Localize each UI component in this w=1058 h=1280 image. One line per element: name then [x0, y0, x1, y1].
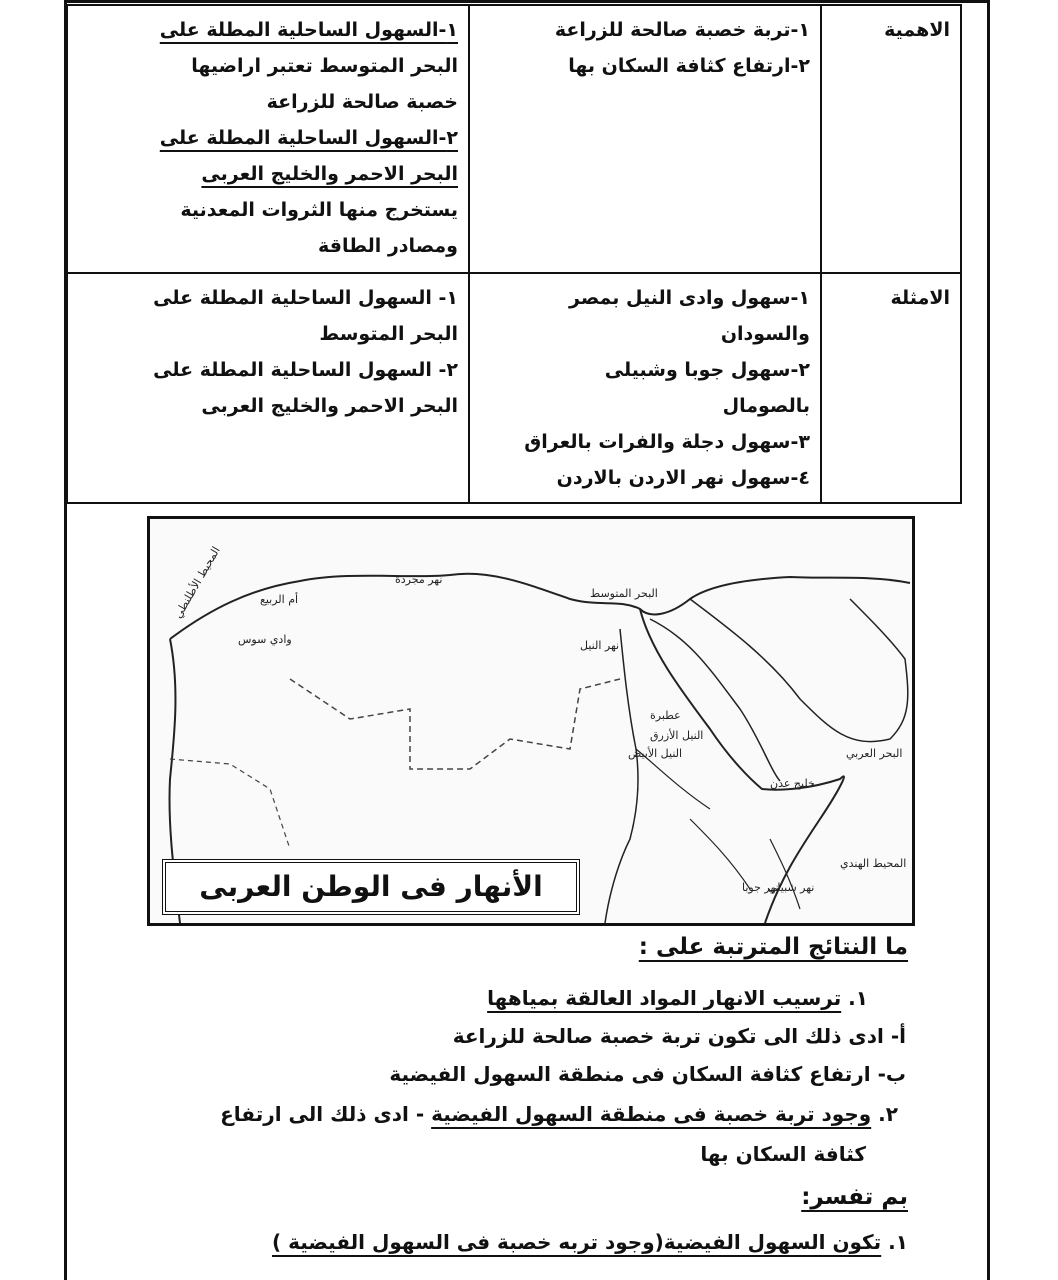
- explain-item-1: [272, 1230, 908, 1254]
- label-majrada: نهر مجردة: [395, 573, 443, 586]
- result-item-2-num: ٢.: [878, 1102, 898, 1126]
- label-arabian-sea: البحر العربي: [846, 747, 903, 760]
- cell-line: ١-سهول وادى النيل بمصر: [569, 287, 810, 309]
- importance-floodplains-cell: [469, 5, 821, 273]
- cell-line: ١-السهول الساحلية المطلة على: [159, 19, 458, 41]
- label-umm-rabia: أم الربيع: [260, 593, 299, 606]
- cell-line: ١- السهول الساحلية المطلة على: [153, 287, 458, 309]
- examples-floodplains-cell: [469, 273, 821, 503]
- result-item-2: [220, 1102, 898, 1126]
- importance-coastal-cell: [67, 5, 469, 273]
- cell-line: البحر المتوسط تعتبر اراضيها: [191, 55, 458, 77]
- label-shabelle: نهر شبيلي: [768, 881, 815, 894]
- cell-line: والسودان: [720, 323, 810, 345]
- table-row: [67, 5, 961, 273]
- map-title: الأنهار فى الوطن العربى: [162, 859, 580, 915]
- label-indian-ocean: المحيط الهندي: [840, 857, 907, 870]
- cell-line: ومصادر الطاقة: [318, 235, 458, 257]
- cell-line: بالصومال: [722, 395, 810, 417]
- result-item-1-num: ١.: [848, 986, 868, 1010]
- result-item-1: [487, 986, 868, 1010]
- explain-heading: بم تفسر:: [801, 1184, 908, 1210]
- explain-item-1-num: ١.: [888, 1230, 908, 1254]
- cell-line: البحر المتوسط: [319, 323, 458, 345]
- label-blue-nile: النيل الأزرق: [650, 729, 704, 742]
- label-sous: وادي سوس: [238, 633, 292, 646]
- result-item-2-line2: كثافة السكان بها: [700, 1142, 866, 1166]
- row-label-importance: الاهمية: [821, 5, 961, 273]
- explain-item-1-text: تكون السهول الفيضية(وجود تربه خصبة فى السهول الفيضية ): [272, 1230, 882, 1254]
- label-white-nile: النيل الأبيض: [628, 747, 683, 760]
- table-row: [67, 273, 961, 503]
- result-item-1-a: أ- ادى ذلك الى تكون تربة خصبة صالحة للزراعة: [452, 1024, 906, 1048]
- cell-line: يستخرج منها الثروات المعدنية: [180, 199, 458, 221]
- result-item-2-cont: - ادى ذلك الى ارتفاع: [220, 1102, 425, 1126]
- cell-line: ٢-سهول جوبا وشبيلى: [604, 359, 810, 381]
- cell-line: البحر الاحمر والخليج العربى: [201, 163, 458, 185]
- cell-line: ٢-ارتفاع كثافة السكان بها: [568, 55, 810, 77]
- result-item-2-text: وجود تربة خصبة فى منطقة السهول الفيضية: [431, 1102, 872, 1126]
- result-item-1-text: ترسيب الانهار المواد العالقة بمياهها: [487, 986, 842, 1010]
- label-atbara: عطبرة: [650, 709, 681, 722]
- label-mediterranean: البحر المتوسط: [590, 587, 658, 600]
- cell-line: ٢- السهول الساحلية المطلة على: [153, 359, 458, 381]
- cell-line: ١-تربة خصبة صالحة للزراعة: [554, 19, 810, 41]
- cell-line: ٣-سهول دجلة والفرات بالعراق: [524, 431, 810, 453]
- cell-line: البحر الاحمر والخليج العربى: [201, 395, 458, 417]
- label-gulf-aden: خليج عدن: [770, 777, 815, 790]
- cell-line: ٤-سهول نهر الاردن بالاردن: [556, 467, 810, 489]
- comparison-table: [66, 4, 962, 504]
- rivers-map: [147, 516, 915, 926]
- cell-line: ٢-السهول الساحلية المطلة على: [159, 127, 458, 149]
- label-atlantic: المحيط الأطلنطي: [171, 544, 223, 621]
- cell-line: خصبة صالحة للزراعة: [266, 91, 458, 113]
- label-nile: نهر النيل: [580, 639, 620, 652]
- row-label-examples: الامثلة: [821, 273, 961, 503]
- examples-coastal-cell: [67, 273, 469, 503]
- label-juba: نهر جوبا: [742, 881, 779, 894]
- results-heading: ما النتائج المترتبة على :: [638, 934, 908, 960]
- result-item-1-b: ب- ارتفاع كثافة السكان فى منطقة السهول الفيضية: [389, 1062, 906, 1086]
